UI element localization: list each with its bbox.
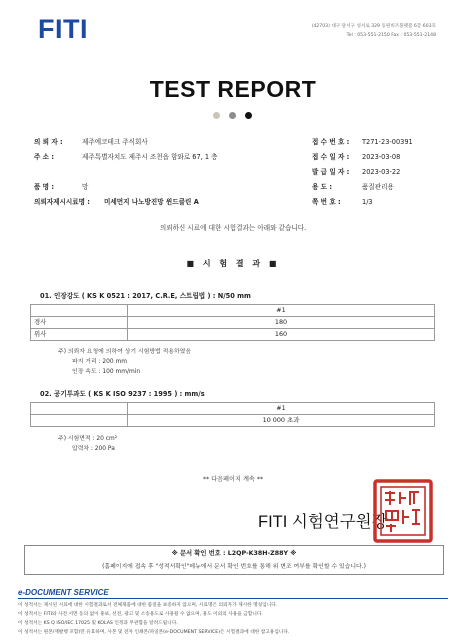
dot-1 xyxy=(213,112,220,119)
page-no-row xyxy=(312,197,442,208)
table-col-header: #1 xyxy=(128,305,435,317)
table-cell-empty xyxy=(31,305,128,317)
table-row xyxy=(31,415,435,427)
document-confirm-box xyxy=(24,545,444,575)
receipt-no-row xyxy=(312,137,442,148)
applicant-value: 제주에코테크 주식회사 xyxy=(82,138,148,146)
tensile-heading: 01. 인장강도 ( KS K 0521 : 2017, C.R.E, 스트립법 ) : N/50 mm xyxy=(40,292,251,300)
item-row xyxy=(34,182,234,193)
sample-row xyxy=(34,197,274,208)
table-row xyxy=(31,317,435,329)
footer-title: e-DOCUMENT SERVICE xyxy=(18,588,109,597)
footer-line-1: 이 성적서는 제시된 시료에 대한 시험결과로서 전체제품에 대한 품질을 보증하지 않으며, 시료명은 의뢰자가 제시한 명칭입니다. xyxy=(18,603,278,608)
air-note-1: 주) 시험면적 : 20 cm² xyxy=(58,436,118,442)
contact-line: Tel : 053-551-2150 Fax : 053-551-2148 xyxy=(346,33,436,38)
air-heading: 02. 공기투과도 ( KS K ISO 9237 : 1995 ) : mm/s xyxy=(40,390,205,398)
air-value: 10 000 초과 xyxy=(128,415,435,427)
confirm-number: ※ 문서 확인 번호 : L2QP-K38H-Z88Y ※ xyxy=(171,550,297,557)
results-header: ■ 시 험 결 과 ■ xyxy=(186,259,280,268)
page-no-value: 1/3 xyxy=(362,198,373,206)
purpose-value: 품질관리용 xyxy=(362,183,394,191)
continued-note: ** 다음페이지 계속 ** xyxy=(202,476,264,483)
purpose-row xyxy=(312,182,442,193)
air-table xyxy=(30,402,435,427)
row-value-weft: 160 xyxy=(128,329,435,341)
applicant-label: 의 뢰 자 : xyxy=(34,138,63,146)
receipt-date-label: 접 수 일 자 : xyxy=(312,153,350,161)
table-row xyxy=(31,305,435,317)
issue-date-value: 2023-03-22 xyxy=(362,168,401,176)
tensile-note-1: 주) 의뢰자 요청에 의하여 상기 시험방법 적용하였음 xyxy=(58,349,192,355)
report-title: TEST REPORT xyxy=(149,76,317,102)
receipt-date-row xyxy=(312,152,442,163)
address-label: 주 소 : xyxy=(34,153,54,161)
sample-label: 의뢰자제시시료명 : xyxy=(34,198,90,206)
address-line: (42703) 대구 달서구 성서로 329 동원비즈플랫폼 6층 603호 xyxy=(311,24,436,29)
signature-text: FITI 시험연구원장 xyxy=(258,513,388,531)
tensile-table xyxy=(30,304,435,341)
tensile-note-2: 파지 거리 : 200 mm xyxy=(72,359,127,365)
tensile-note-3: 인장 속도 : 100 mm/min xyxy=(72,369,141,375)
decorative-dots xyxy=(213,112,257,122)
item-value: 망 xyxy=(82,183,89,191)
table-row xyxy=(31,403,435,415)
dot-2 xyxy=(229,112,236,119)
intro-note: 의뢰하신 시료에 대한 시험결과는 아래와 같습니다. xyxy=(159,224,307,232)
address-row xyxy=(34,152,274,163)
issue-date-label: 발 급 일 자 : xyxy=(312,168,350,176)
page-no-label: 쪽 번 호 : xyxy=(312,198,341,206)
table-row xyxy=(31,329,435,341)
sample-value: 미세먼지 나노방진망 윈드클린 A xyxy=(104,198,199,206)
applicant-row xyxy=(34,137,264,148)
row-value-warp: 180 xyxy=(128,317,435,329)
official-seal xyxy=(372,478,434,544)
purpose-label: 용 도 : xyxy=(312,183,332,191)
footer-line-2: 이 성적서는 FITI와 사전 서면 동의 없이 홍보, 선전, 광고 및 소송용도로 사용될 수 없으며, 용도 이외의 사용을 금합니다. xyxy=(18,612,263,617)
receipt-no-label: 접 수 번 호 : xyxy=(312,138,350,146)
table-cell-empty xyxy=(31,415,128,427)
row-label-weft: 위사 xyxy=(31,329,128,341)
receipt-no-value: T271-23-00391 xyxy=(362,138,413,146)
air-note-2: 압력차 : 200 Pa xyxy=(72,446,115,452)
footer-line-3: 이 성적서는 KS Q ISO/IEC 17025 및 KOLAS 인정과 무관함을 알려드립니다. xyxy=(18,621,178,626)
table-col-header: #1 xyxy=(128,403,435,415)
issue-date-row xyxy=(312,167,442,178)
confirm-instruction: (홈페이지에 접속 후 "성적서확인"메뉴에서 문서 확인 번호를 통해 위 변조 여부를 확인할 수 있습니다.) xyxy=(102,564,366,570)
header-address xyxy=(312,22,436,40)
receipt-date-value: 2023-03-08 xyxy=(362,153,401,161)
dot-3 xyxy=(245,112,252,119)
item-label: 품 명 : xyxy=(34,183,54,191)
fiti-logo: FITI xyxy=(38,14,88,44)
footer-line-4: 이 성적서는 원본/재발행 포함)만 유효하며, 사본 및 전자 인쇄본/파일본(e-DOCUMENT SERVICE)은 시험결과에 대한 참고용입니다. xyxy=(18,630,290,635)
footer-divider xyxy=(18,598,448,599)
address-value: 제주특별자치도 제주시 조천읍 함와로 67, 1 층 xyxy=(82,153,218,161)
table-cell-empty xyxy=(31,403,128,415)
row-label-warp: 경사 xyxy=(31,317,128,329)
